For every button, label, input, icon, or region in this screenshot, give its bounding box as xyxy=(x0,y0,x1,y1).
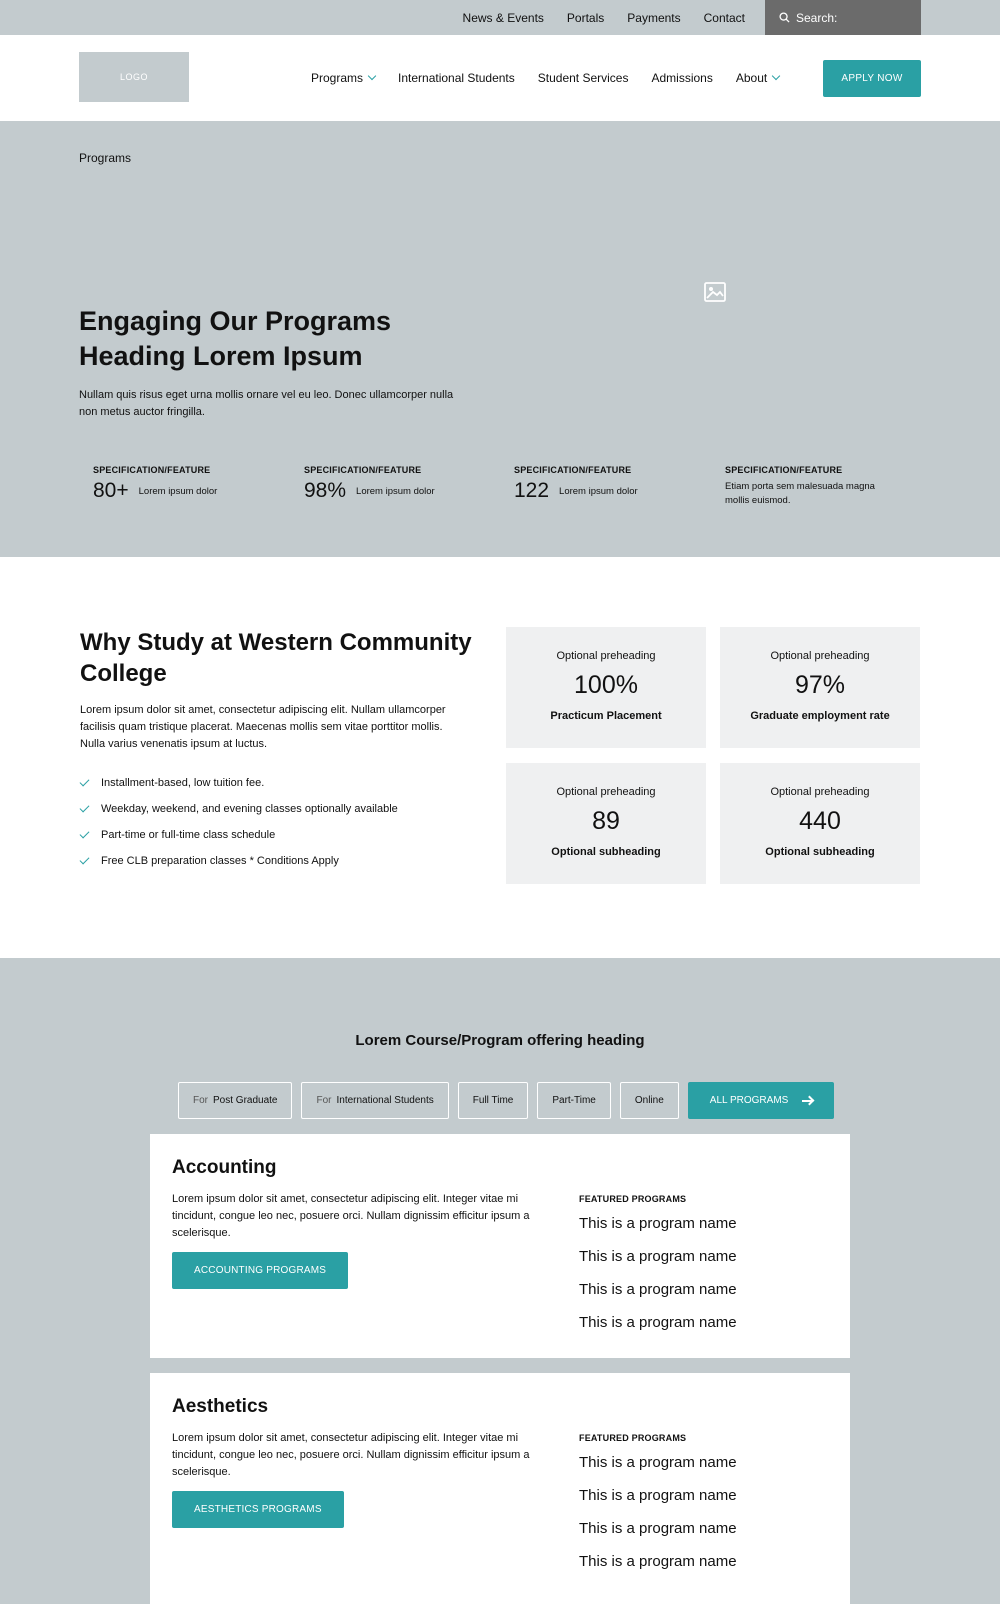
stat-preheading: Optional preheading xyxy=(556,650,656,662)
search-icon xyxy=(779,12,790,23)
hero-title xyxy=(79,304,479,374)
spec-number: 98% xyxy=(304,479,347,502)
program-link[interactable]: This is a program name xyxy=(579,1487,737,1504)
card-title: Accounting xyxy=(172,1157,277,1178)
stat-preheading: Optional preheading xyxy=(770,650,870,662)
checkmark-icon xyxy=(80,829,90,839)
nav-links xyxy=(311,35,779,121)
card-title: Aesthetics xyxy=(172,1396,269,1417)
benefit-text: Free CLB preparation classes * Conditions Apply xyxy=(101,855,339,867)
featured-programs xyxy=(579,1433,737,1585)
list-item xyxy=(80,822,398,848)
program-filters xyxy=(178,1082,834,1119)
spec-text: Lorem ipsum dolor xyxy=(138,485,218,497)
utility-bar xyxy=(0,0,1000,35)
aesthetics-programs-button[interactable]: AESTHETICS PROGRAMS xyxy=(172,1491,344,1528)
search-box xyxy=(765,0,921,35)
spec-number: 80+ xyxy=(93,479,129,502)
stat-card xyxy=(506,627,706,748)
checkmark-icon xyxy=(80,855,90,865)
logo[interactable]: LOGO xyxy=(79,52,189,102)
spec-item xyxy=(304,465,504,503)
hero-title-line: Engaging Our Programs xyxy=(79,306,392,336)
stat-subheading: Graduate employment rate xyxy=(750,710,890,722)
filter-international-students[interactable] xyxy=(301,1082,448,1119)
program-link[interactable]: This is a program name xyxy=(579,1215,737,1232)
image-placeholder-icon xyxy=(704,282,726,302)
program-offering-section xyxy=(0,958,1000,1604)
hero-description: Nullam quis risus eget urna mollis ornare vel eu leo. Donec ullamcorper nulla non metus auctor fringilla. xyxy=(79,389,454,418)
program-link[interactable]: This is a program name xyxy=(579,1281,737,1298)
checkmark-icon xyxy=(80,803,90,813)
accounting-programs-button[interactable]: ACCOUNTING PROGRAMS xyxy=(172,1252,348,1289)
checkmark-icon xyxy=(80,777,90,787)
stat-number: 89 xyxy=(592,807,620,835)
benefit-text: Part-time or full-time class schedule xyxy=(101,829,276,841)
benefit-text: Weekday, weekend, and evening classes optionally available xyxy=(101,803,398,815)
all-programs-button[interactable] xyxy=(688,1082,835,1119)
filter-online[interactable] xyxy=(620,1082,679,1119)
list-item xyxy=(80,848,398,874)
nav-item-student-services[interactable] xyxy=(538,71,629,85)
featured-list xyxy=(579,1453,737,1585)
spec-number: 122 xyxy=(514,479,550,502)
utility-link-contact[interactable]: Contact xyxy=(703,10,745,25)
filter-label: Online xyxy=(634,1095,664,1106)
nav-item-international-students[interactable] xyxy=(398,71,515,85)
offering-heading: Lorem Course/Program offering heading xyxy=(355,1032,645,1049)
program-link[interactable]: This is a program name xyxy=(579,1314,737,1331)
utility-link-news-events[interactable]: News & Events xyxy=(462,10,544,25)
hero-section xyxy=(0,121,1000,557)
hero-title-line: Heading Lorem Ipsum xyxy=(79,341,363,371)
spec-item xyxy=(514,465,714,503)
filter-prefix: For xyxy=(316,1095,332,1106)
spec-label: SPECIFICATION/FEATURE xyxy=(304,465,422,475)
main-nav xyxy=(0,35,1000,121)
filter-post-graduate[interactable] xyxy=(178,1082,292,1119)
breadcrumb[interactable]: Programs xyxy=(79,151,132,165)
spec-label: SPECIFICATION/FEATURE xyxy=(93,465,211,475)
filter-full-time[interactable] xyxy=(458,1082,529,1119)
all-programs-label: ALL PROGRAMS xyxy=(709,1095,789,1106)
program-card xyxy=(150,1134,850,1358)
nav-item-label: About xyxy=(735,71,768,85)
spec-text: Lorem ipsum dolor xyxy=(559,485,638,497)
benefit-list xyxy=(80,770,398,874)
program-link[interactable]: This is a program name xyxy=(579,1248,737,1265)
utility-links xyxy=(463,0,745,35)
apply-now-button[interactable]: APPLY NOW xyxy=(823,60,921,97)
spec-text: Lorem ipsum dolor xyxy=(356,485,435,497)
featured-list xyxy=(579,1214,737,1346)
nav-item-about[interactable] xyxy=(736,71,779,85)
card-description: Lorem ipsum dolor sit amet, consectetur adipiscing elit. Integer vitae mi tincidunt, congue leo nec, posuere orci. Nullam dignissim efficitur ipsum a scelerisque. xyxy=(172,1432,530,1478)
filter-prefix: For xyxy=(193,1095,208,1106)
featured-label: FEATURED PROGRAMS xyxy=(579,1433,687,1443)
spec-text: Etiam porta sem malesuada magna mollis euismod. xyxy=(725,481,875,506)
why-title: Why Study at Western Community College xyxy=(80,629,472,687)
stat-subheading: Optional subheading xyxy=(765,846,875,858)
stat-number: 100% xyxy=(574,671,638,699)
why-study-section xyxy=(0,557,1000,958)
nav-item-label: International Students xyxy=(398,71,515,85)
stat-preheading: Optional preheading xyxy=(770,786,870,798)
filter-label: Part-Time xyxy=(552,1095,596,1106)
spec-item xyxy=(725,465,925,508)
stat-card xyxy=(720,627,920,748)
list-item xyxy=(80,796,398,822)
program-card xyxy=(150,1373,850,1604)
benefit-text: Installment-based, low tuition fee. xyxy=(101,777,265,789)
utility-link-portals[interactable]: Portals xyxy=(566,10,605,25)
chevron-down-icon xyxy=(368,72,376,80)
filter-label: Post Graduate xyxy=(213,1095,278,1106)
stat-card xyxy=(720,763,920,884)
program-link[interactable]: This is a program name xyxy=(579,1454,737,1471)
nav-item-label: Admissions xyxy=(651,71,713,85)
stat-number: 440 xyxy=(799,807,841,835)
list-item xyxy=(80,770,398,796)
stat-subheading: Practicum Placement xyxy=(550,710,662,722)
spec-label: SPECIFICATION/FEATURE xyxy=(514,465,632,475)
card-description: Lorem ipsum dolor sit amet, consectetur adipiscing elit. Integer vitae mi tincidunt, congue leo nec, posuere orci. Nullam dignissim efficitur ipsum a scelerisque. xyxy=(172,1193,530,1239)
chevron-down-icon xyxy=(772,72,780,80)
arrow-right-icon xyxy=(802,1100,812,1102)
stat-number: 97% xyxy=(794,671,846,699)
utility-link-payments[interactable]: Payments xyxy=(627,10,681,25)
nav-item-label: Programs xyxy=(311,71,364,85)
program-link[interactable]: This is a program name xyxy=(579,1553,737,1570)
stat-preheading: Optional preheading xyxy=(556,786,656,798)
stat-card xyxy=(506,763,706,884)
search-input[interactable] xyxy=(796,11,906,25)
featured-programs xyxy=(579,1194,737,1346)
spec-label: SPECIFICATION/FEATURE xyxy=(725,465,843,475)
filter-label: International Students xyxy=(336,1095,434,1106)
stat-subheading: Optional subheading xyxy=(551,846,661,858)
featured-label: FEATURED PROGRAMS xyxy=(579,1194,687,1204)
program-link[interactable]: This is a program name xyxy=(579,1520,737,1537)
nav-item-admissions[interactable] xyxy=(651,71,712,85)
filter-label: Full Time xyxy=(472,1095,514,1106)
filter-part-time[interactable] xyxy=(537,1082,611,1119)
nav-item-label: Student Services xyxy=(537,71,629,85)
why-description: Lorem ipsum dolor sit amet, consectetur adipiscing elit. Nullam ullamcorper facilisis quam tristique placerat. Maecenas mollis sem vitae porttitor mollis. Nulla varius venenatis ipsum at luctus. xyxy=(80,704,446,750)
nav-item-programs[interactable] xyxy=(311,71,375,85)
spec-list xyxy=(93,465,923,525)
spec-item xyxy=(93,465,293,503)
